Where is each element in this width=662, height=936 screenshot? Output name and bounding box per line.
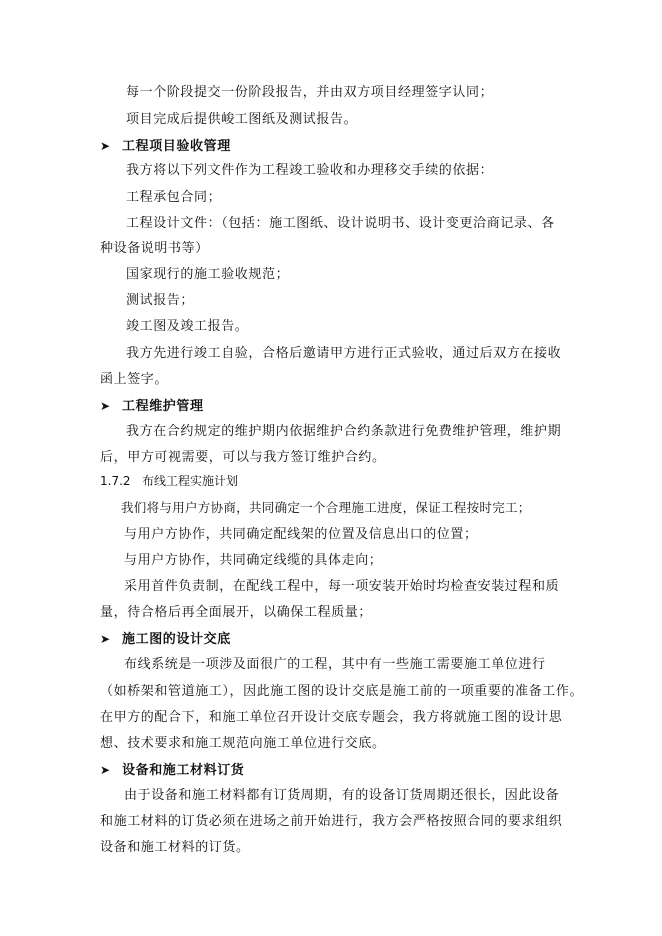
text-line: 和施工材料的订货必须在进场之前开始进行，我方会严格按照合同的要求组织 <box>100 814 563 829</box>
text-line: 设备和施工材料的订货。 <box>100 840 250 855</box>
text-line: 我们将与用户方协商，共同确定一个合理施工进度，保证工程按时完工； <box>121 500 531 515</box>
text-line: 工程设计文件：（包括：施工图纸、设计说明书、设计变更洽商记录、各 <box>126 216 555 231</box>
heading-acceptance <box>100 137 231 156</box>
text-line: 项目完成后提供峻工图纸及测试报告。 <box>126 112 358 127</box>
arrow-bullet-icon: ➤ <box>100 399 111 413</box>
arrow-bullet-icon: ➤ <box>100 139 111 153</box>
text-line: 量，待合格后再全面展开，以确保工程质量； <box>100 605 373 620</box>
heading-maintenance <box>100 397 204 416</box>
heading-text: 工程维护管理 <box>122 399 204 414</box>
section-number: 1.7.2 <box>100 474 131 488</box>
text-line: 采用首件负责制，在配线工程中，每一项安装开始时均检查安装过程和质 <box>124 579 560 594</box>
text-line: 与用户方协作，共同确定线缆的具体走向； <box>124 553 383 568</box>
text-line: 布线系统是一项涉及面很广的工程，其中有一些施工需要施工单位进行 <box>124 657 546 672</box>
arrow-bullet-icon: ➤ <box>100 632 111 646</box>
text-line: 国家现行的施工验收规范； <box>126 267 290 282</box>
text-line: 每一个阶段提交一份阶段报告，并由双方项目经理签字认同； <box>126 85 494 100</box>
heading-text: 设备和施工材料订货 <box>122 763 245 778</box>
heading-text: 工程项目验收管理 <box>122 139 231 154</box>
heading-design <box>100 630 231 649</box>
text-line: 种设备说明书等） <box>100 241 209 256</box>
text-line: 我方先进行竣工自验，合格后邀请甲方进行正式验收，通过后双方在接收 <box>126 346 562 361</box>
heading-order <box>100 761 244 780</box>
text-line: 我方将以下列文件作为工程竣工验收和办理移交手续的依据： <box>126 163 494 178</box>
arrow-bullet-icon: ➤ <box>100 763 111 777</box>
text-line: 在甲方的配合下，和施工单位召开设计交底专题会，我方将就施工图的设计思 <box>100 710 563 725</box>
text-line: （如桥架和管道施工），因此施工图的设计交底是施工前的一项重要的准备工作。 <box>100 684 584 699</box>
text-line: 我方在合约规定的维护期内依据维护合约条款进行免费维护管理，维护期 <box>126 424 562 439</box>
text-line: 测试报告； <box>126 293 195 308</box>
section-heading <box>100 472 238 490</box>
text-line: 工程承包合同； <box>126 190 222 205</box>
text-line: 与用户方协作，共同确定配线架的位置及信息出口的位置； <box>124 527 478 542</box>
text-line: 函上签字。 <box>100 372 169 387</box>
text-line: 由于设备和施工材料都有订货周期，有的设备订货周期还很长，因此设备 <box>124 788 560 803</box>
section-title: 布线工程实施计划 <box>142 474 239 488</box>
text-line: 竣工图及竣工报告。 <box>126 319 249 334</box>
text-line: 后，甲方可视需要，可以与我方签订维护合约。 <box>100 450 386 465</box>
heading-text: 施工图的设计交底 <box>122 632 231 647</box>
text-line: 想、技术要求和施工规范向施工单位进行交底。 <box>100 736 386 751</box>
